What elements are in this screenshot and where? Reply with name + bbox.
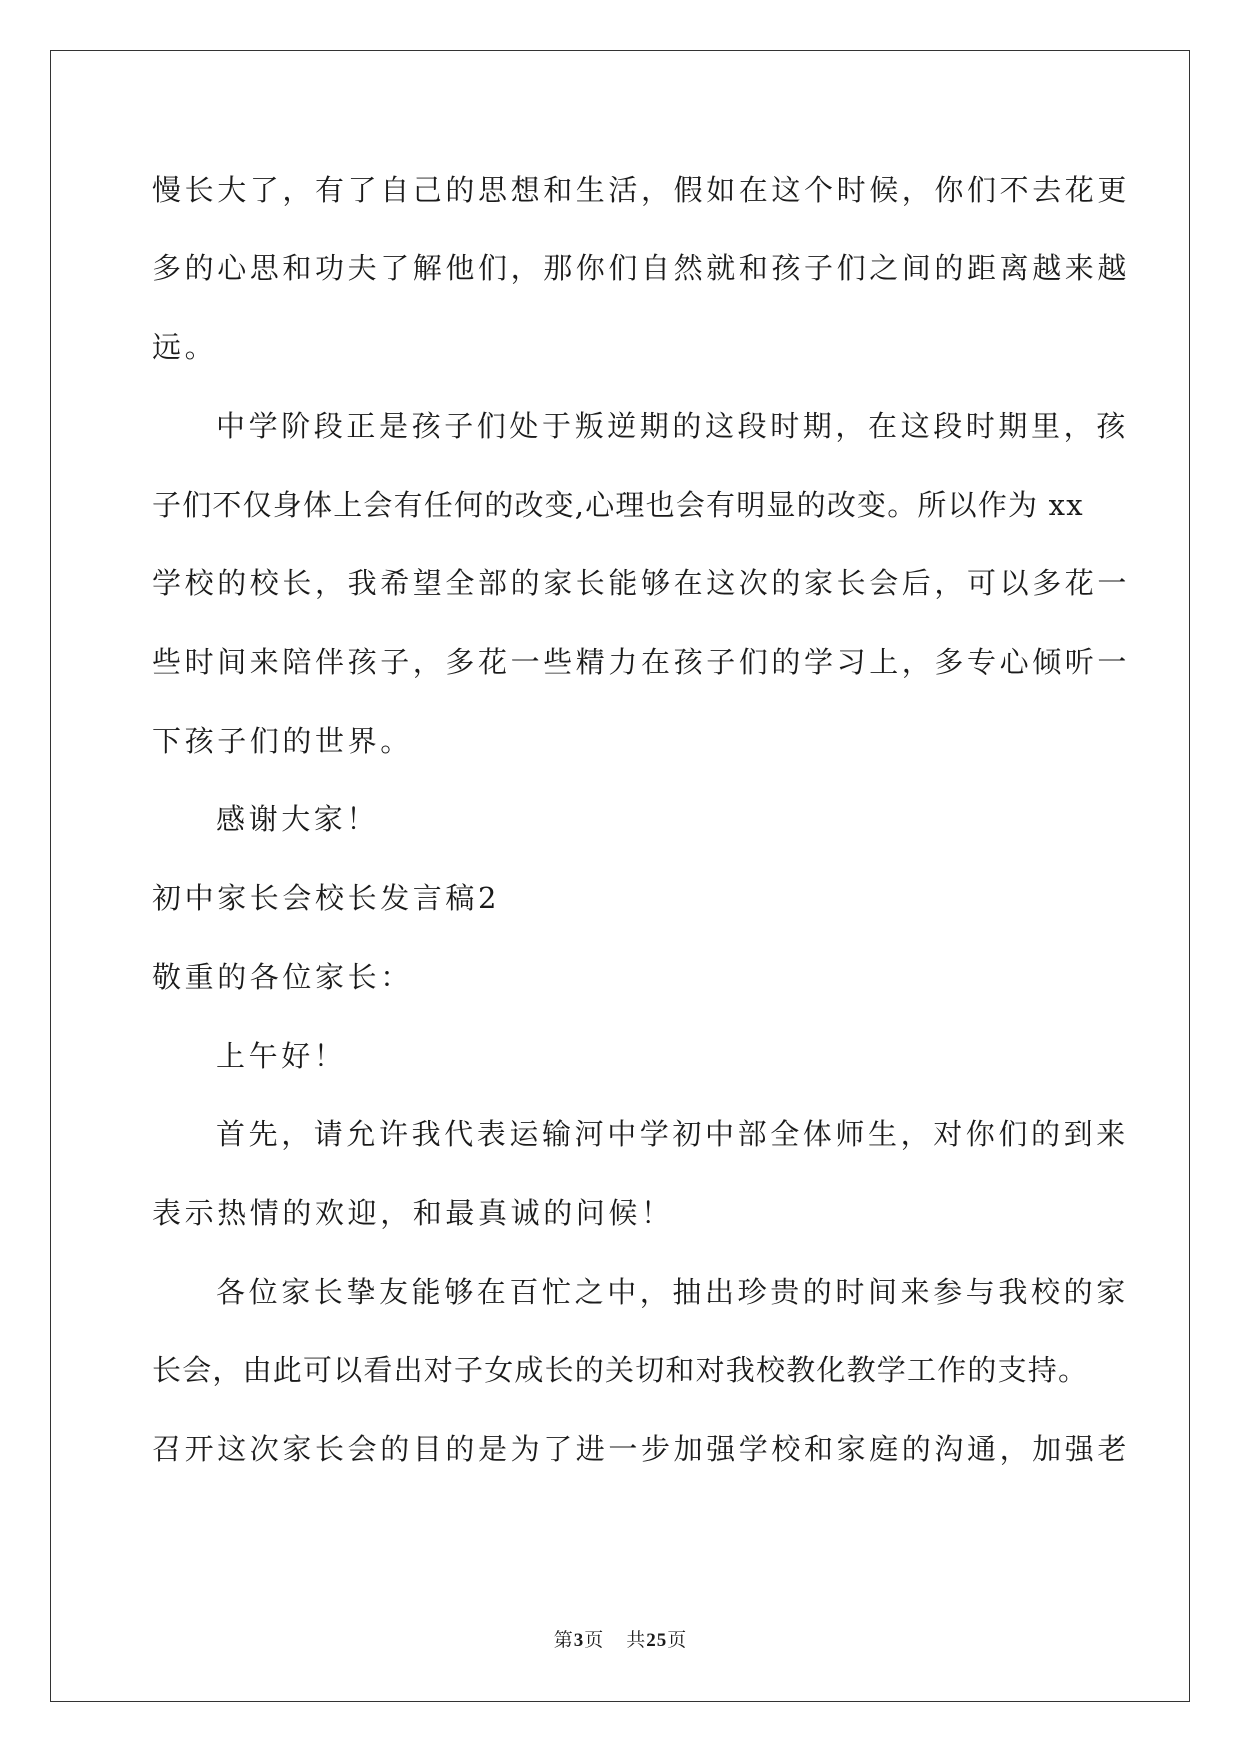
greeting: 上午好！: [216, 1039, 347, 1073]
text-line-16: 长会，由此可以看出对子女成长的关切和对我校教化教学工作的支持。: [152, 1353, 1089, 1387]
total-unit: 页: [667, 1629, 688, 1651]
text-line-7: 些时间来陪伴孩子，多花一些精力在孩子们的学习上，多专心倾听一: [152, 645, 1131, 679]
total-prefix: 共: [626, 1629, 647, 1651]
text-line-17: 召开这次家长会的目的是为了进一步加强学校和家庭的沟通，加强老: [152, 1432, 1131, 1466]
text-line-9: 感谢大家！: [216, 802, 380, 836]
page-unit: 页: [584, 1629, 605, 1651]
text-line-3: 远。: [152, 330, 218, 364]
text-line-8: 下孩子们的世界。: [152, 724, 413, 758]
text-line-1: 慢长大了，有了自己的思想和生活，假如在这个时候，你们不去花更: [152, 173, 1131, 207]
text-line-4: 中学阶段正是孩子们处于叛逆期的这段时期，在这段时期里，孩: [216, 409, 1129, 443]
text-line-15: 各位家长挚友能够在百忙之中，抽出珍贵的时间来参与我校的家: [216, 1275, 1129, 1309]
text-line-14: 表示热情的欢迎，和最真诚的问候！: [152, 1196, 674, 1230]
text-line-2: 多的心思和功夫了解他们，那你们自然就和孩子们之间的距离越来越: [152, 251, 1131, 285]
page-prefix: 第: [553, 1629, 574, 1651]
text-line-6: 学校的校长，我希望全部的家长能够在这次的家长会后，可以多花一: [152, 566, 1131, 600]
page-footer: [0, 1628, 1241, 1653]
page-number: 3: [573, 1630, 585, 1651]
text-line-5: 子们不仅身体上会有任何的改变,心理也会有明显的改变。所以作为 xx: [152, 488, 1084, 522]
salutation: 敬重的各位家长：: [152, 960, 413, 994]
text-line-13: 首先，请允许我代表运输河中学初中部全体师生，对你们的到来: [216, 1117, 1129, 1151]
total-pages: 25: [646, 1630, 668, 1651]
section-heading: 初中家长会校长发言稿2: [152, 881, 501, 915]
